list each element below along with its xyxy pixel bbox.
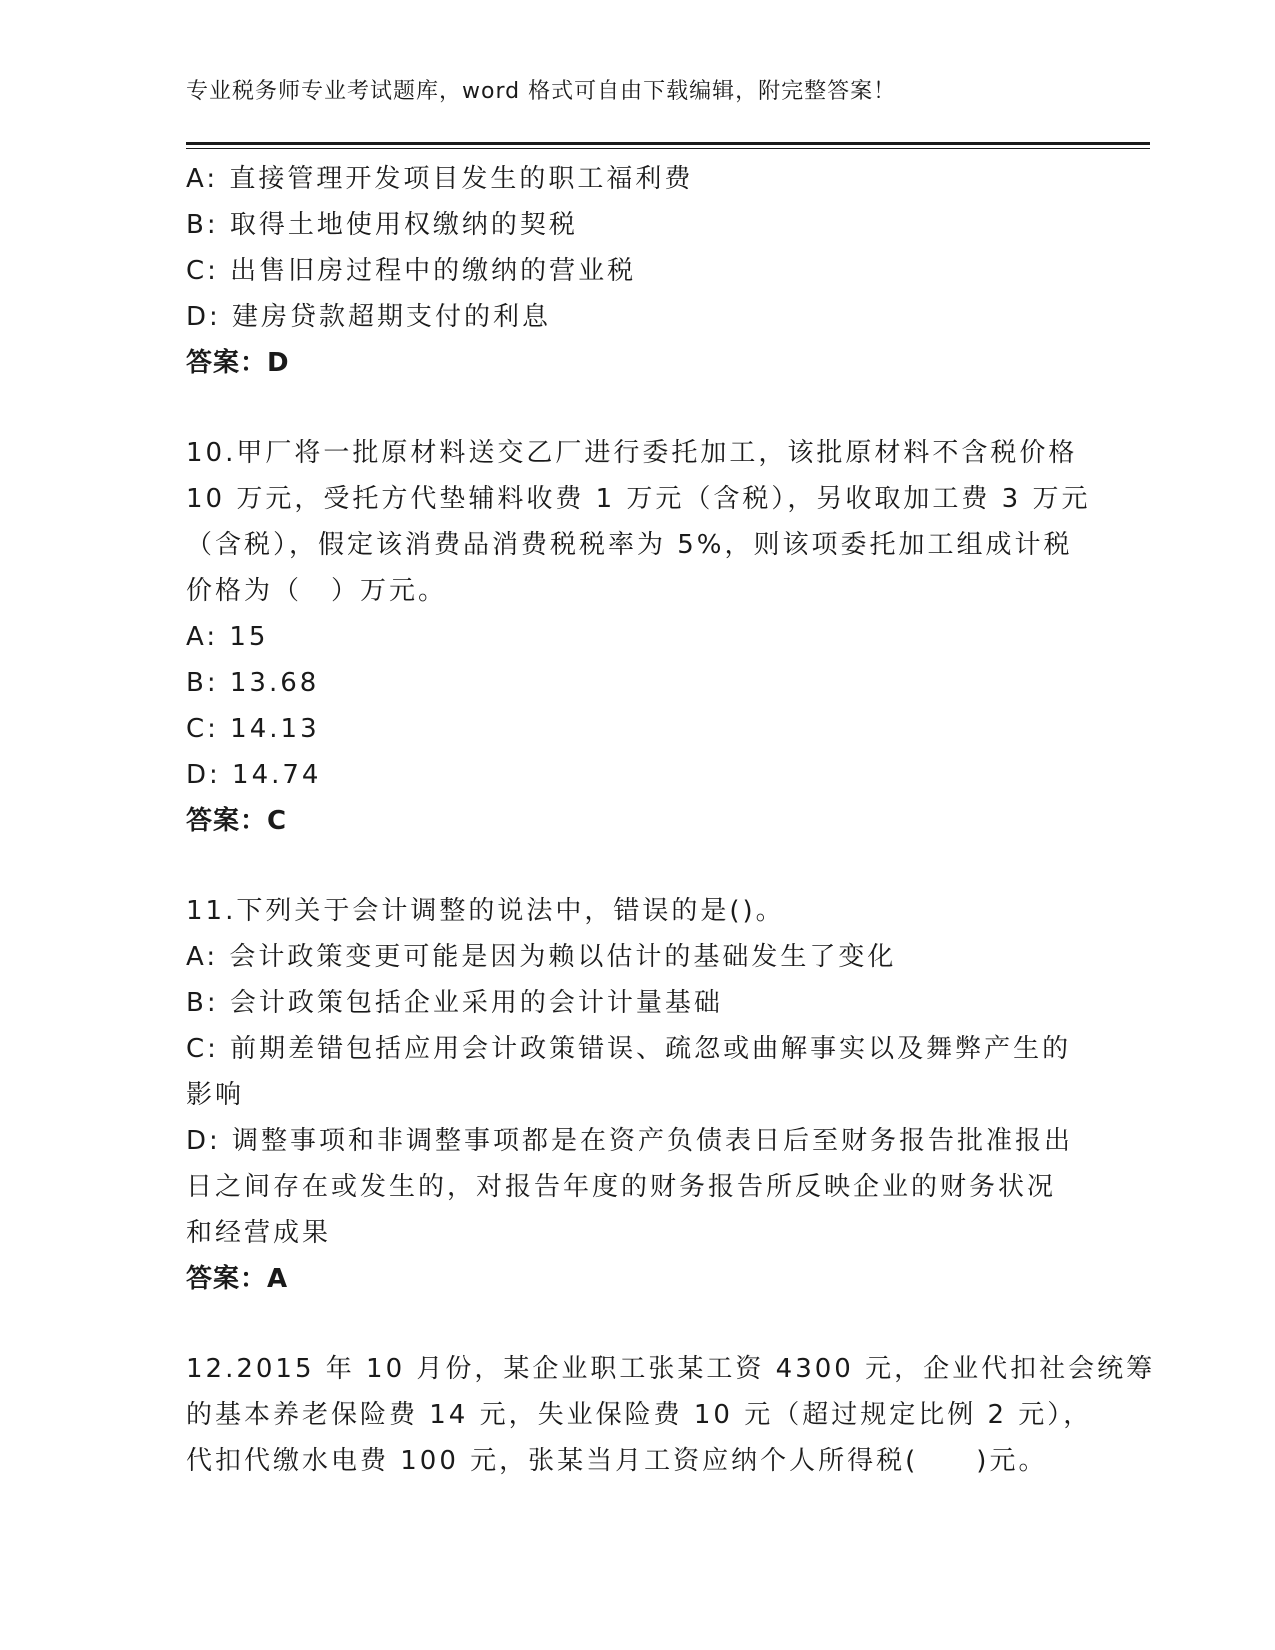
question-10 <box>186 430 1091 844</box>
question-text-line: 10.甲厂将一批原材料送交乙厂进行委托加工，该批原材料不含税价格 <box>186 438 1078 468</box>
option-d: D: 调整事项和非调整事项都是在资产负债表日后至财务报告批准报出 <box>186 1126 1074 1156</box>
option-b: B: 13.68 <box>186 668 320 698</box>
question-text-line: 11.下列关于会计调整的说法中，错误的是()。 <box>186 896 785 926</box>
question-12 <box>186 1346 1156 1484</box>
question-text-line: 的基本养老保险费 14 元，失业保险费 10 元（超过规定比例 2 元）， <box>186 1400 1093 1430</box>
option-c: C: 出售旧房过程中的缴纳的营业税 <box>186 256 637 286</box>
question-11 <box>186 888 1086 1302</box>
question-text-line: 代扣代缴水电费 100 元，张某当月工资应纳个人所得税( )元。 <box>186 1446 1048 1476</box>
option-c: C: 前期差错包括应用会计政策错误、疏忽或曲解事实以及舞弊产生的 <box>186 1034 1072 1064</box>
answer: 答案：C <box>186 806 288 836</box>
option-c: C: 14.13 <box>186 714 320 744</box>
question-text-line: （含税），假定该消费品消费税税率为 5%，则该项委托加工组成计税 <box>186 530 1073 560</box>
header-rule-thin <box>186 148 1150 149</box>
question-content <box>186 156 1156 1484</box>
answer: 答案：A <box>186 1264 289 1294</box>
question-text-line: 12.2015 年 10 月份，某企业职工张某工资 4300 元，企业代扣社会统筹 <box>186 1354 1156 1384</box>
question-text-line: 价格为（ ）万元。 <box>186 576 448 606</box>
option-d: D: 14.74 <box>186 760 322 790</box>
option-b: B: 会计政策包括企业采用的会计计量基础 <box>186 988 723 1018</box>
option-d-continued: 日之间存在或发生的，对报告年度的财务报告所反映企业的财务状况 <box>186 1172 1057 1202</box>
option-a: A: 直接管理开发项目发生的职工福利费 <box>186 164 694 194</box>
question-9 <box>186 156 1086 386</box>
option-c-continued: 影响 <box>186 1080 245 1110</box>
question-text-line: 10 万元，受托方代垫辅料收费 1 万元（含税），另收取加工费 3 万元 <box>186 484 1091 514</box>
answer: 答案：D <box>186 348 290 378</box>
option-a: A: 15 <box>186 622 269 652</box>
header-rule-thick <box>186 142 1150 145</box>
option-a: A: 会计政策变更可能是因为赖以估计的基础发生了变化 <box>186 942 897 972</box>
page-header: 专业税务师专业考试题库，word 格式可自由下载编辑，附完整答案！ <box>186 79 897 104</box>
option-d-continued: 和经营成果 <box>186 1218 332 1248</box>
option-b: B: 取得土地使用权缴纳的契税 <box>186 210 578 240</box>
option-d: D: 建房贷款超期支付的利息 <box>186 302 552 332</box>
